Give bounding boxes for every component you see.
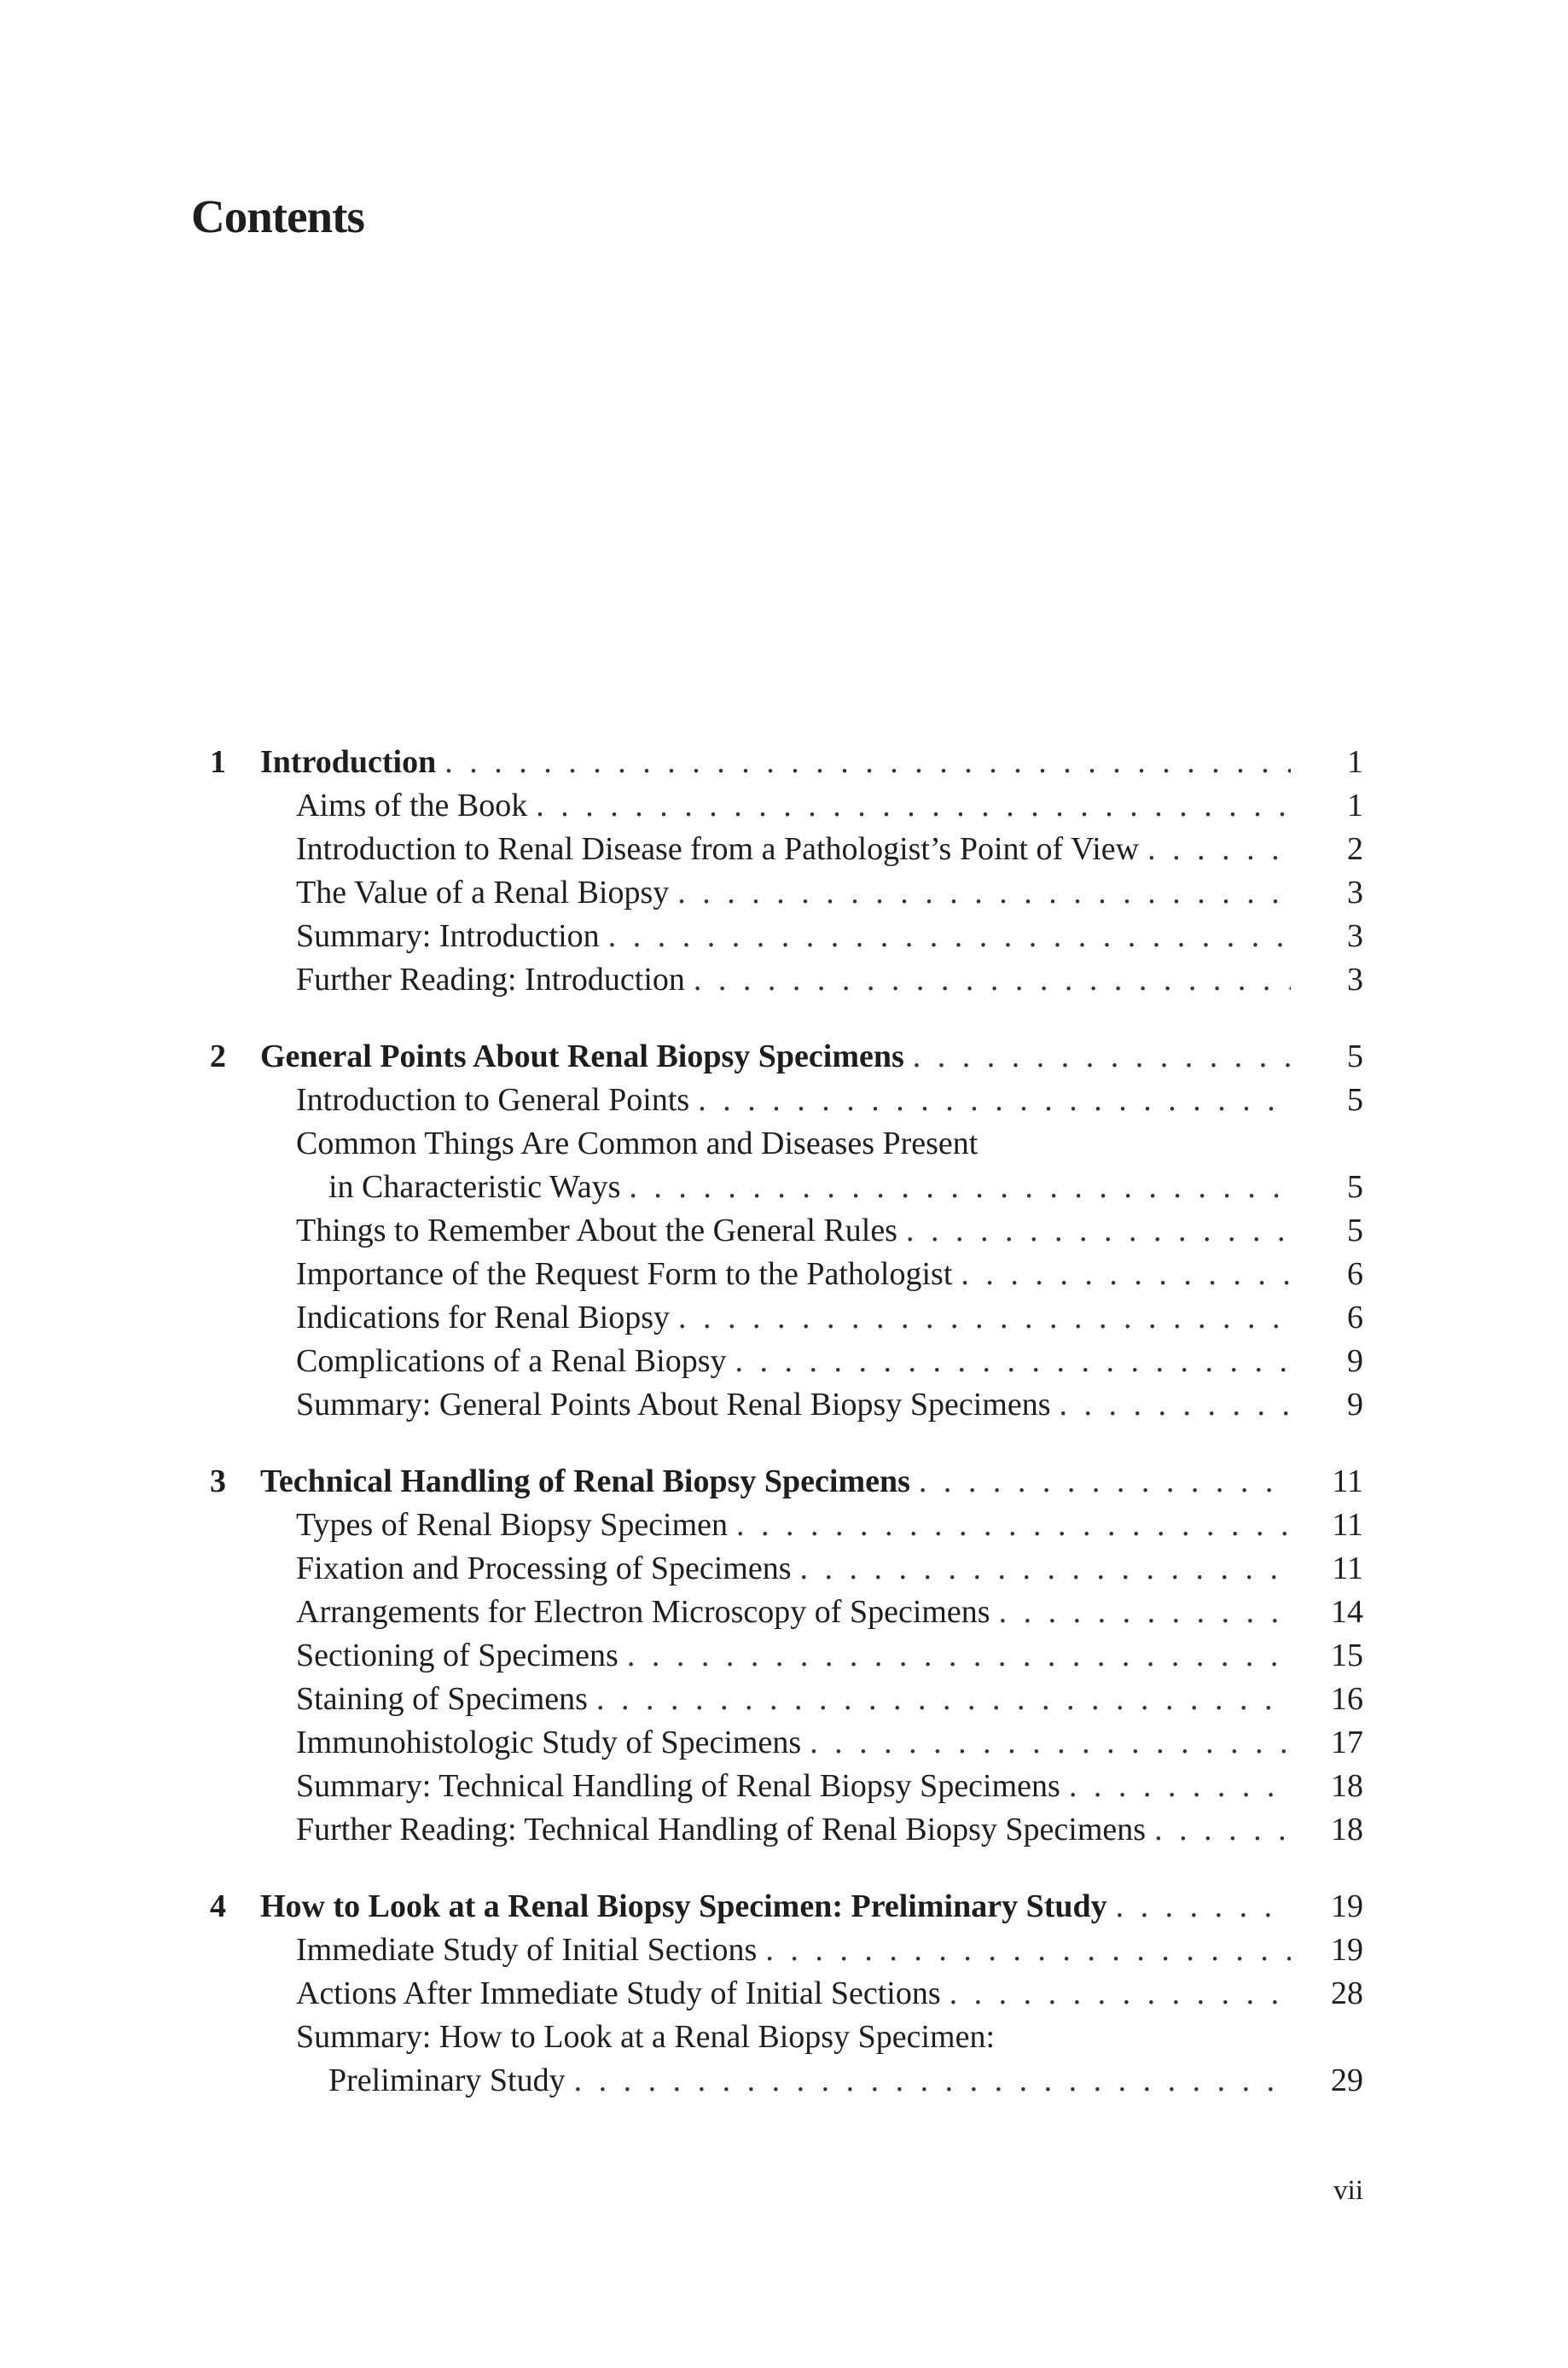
toc-chapter bbox=[0, 741, 1568, 1002]
toc-entry[interactable] bbox=[0, 1929, 1568, 1972]
toc-leader-line bbox=[296, 1765, 1291, 1808]
toc-leader-line bbox=[296, 915, 1291, 958]
toc-entry[interactable] bbox=[0, 1079, 1568, 1122]
toc-entry[interactable] bbox=[0, 915, 1568, 958]
toc-entry[interactable] bbox=[0, 1296, 1568, 1340]
toc-chapter-heading[interactable] bbox=[0, 1460, 1568, 1504]
chapter-number: 1 bbox=[210, 744, 226, 780]
entry-page-number: 17 bbox=[1331, 1725, 1363, 1760]
entry-title: Common Things Are Common and Diseases Present bbox=[296, 1126, 979, 1161]
dot-leader bbox=[1060, 1765, 1291, 1808]
toc-entry[interactable] bbox=[0, 2016, 1568, 2059]
toc-leader-line bbox=[260, 1460, 1291, 1504]
toc-leader-line bbox=[260, 741, 1291, 784]
chapter-title: Technical Handling of Renal Biopsy Specimens bbox=[260, 1463, 910, 1499]
dot-leader bbox=[941, 1972, 1291, 2016]
dot-leader bbox=[1146, 1808, 1291, 1852]
entry-title: Further Reading: Introduction bbox=[296, 962, 685, 998]
dot-leader bbox=[436, 741, 1291, 784]
chapter-page-number: 19 bbox=[1331, 1888, 1363, 1924]
entry-title: Aims of the Book bbox=[296, 788, 528, 823]
entry-title-continuation: Preliminary Study bbox=[328, 2063, 566, 2098]
entry-title: Fixation and Processing of Specimens bbox=[296, 1551, 792, 1586]
toc-entry[interactable] bbox=[0, 1678, 1568, 1721]
toc-entry[interactable] bbox=[0, 1122, 1568, 1166]
dot-leader bbox=[1050, 1383, 1291, 1427]
entry-page-number: 9 bbox=[1347, 1343, 1363, 1379]
toc-leader-line bbox=[296, 1079, 1291, 1122]
toc-leader-line bbox=[328, 2059, 1291, 2103]
entry-page-number: 16 bbox=[1331, 1681, 1363, 1717]
entry-title: Further Reading: Technical Handling of Renal Biopsy Specimens bbox=[296, 1812, 1147, 1847]
entry-page-number: 18 bbox=[1331, 1768, 1363, 1804]
toc-leader-line bbox=[296, 1678, 1291, 1721]
entry-page-number: 3 bbox=[1347, 962, 1363, 998]
dot-leader bbox=[728, 1504, 1291, 1547]
chapter-number: 2 bbox=[210, 1039, 226, 1074]
toc-chapter-heading[interactable] bbox=[0, 1885, 1568, 1929]
dot-leader bbox=[727, 1340, 1291, 1383]
dot-leader bbox=[801, 1721, 1291, 1765]
toc-leader-line bbox=[296, 1253, 1291, 1296]
toc-leader-line bbox=[328, 1166, 1291, 1209]
table-of-contents bbox=[0, 741, 1568, 2136]
entry-title: Complications of a Renal Biopsy bbox=[296, 1343, 727, 1379]
toc-entry[interactable] bbox=[0, 1634, 1568, 1678]
toc-entry[interactable] bbox=[0, 1209, 1568, 1253]
entry-page-number: 14 bbox=[1331, 1594, 1363, 1630]
chapter-number: 4 bbox=[210, 1888, 226, 1924]
entry-title: Introduction to General Points bbox=[296, 1082, 690, 1118]
entry-title: Summary: General Points About Renal Biopsy Specimens bbox=[296, 1387, 1051, 1423]
dot-leader bbox=[620, 1166, 1291, 1209]
dot-leader bbox=[689, 1079, 1291, 1122]
entry-title: Introduction to Renal Disease from a Pathologist’s Point of View bbox=[296, 831, 1140, 867]
entry-title: Summary: How to Look at a Renal Biopsy Specimen: bbox=[296, 2019, 996, 2055]
toc-entry[interactable] bbox=[0, 1808, 1568, 1852]
toc-chapter bbox=[0, 1885, 1568, 2103]
toc-entry[interactable] bbox=[0, 1253, 1568, 1296]
toc-leader-line bbox=[296, 2016, 1291, 2059]
chapter-title: Introduction bbox=[260, 744, 437, 780]
dot-leader bbox=[527, 784, 1291, 828]
toc-entry-continuation[interactable] bbox=[0, 2059, 1568, 2103]
chapter-page-number: 5 bbox=[1347, 1039, 1363, 1074]
entry-title: Importance of the Request Form to the Pathologist bbox=[296, 1256, 953, 1292]
entry-page-number: 15 bbox=[1331, 1638, 1363, 1673]
entry-page-number: 5 bbox=[1347, 1169, 1363, 1205]
chapter-title: How to Look at a Renal Biopsy Specimen: Preliminary Study bbox=[260, 1888, 1107, 1924]
toc-leader-line bbox=[296, 1972, 1291, 2016]
entry-page-number: 6 bbox=[1347, 1300, 1363, 1335]
entry-page-number: 5 bbox=[1347, 1082, 1363, 1118]
entry-title: The Value of a Renal Biopsy bbox=[296, 875, 670, 911]
toc-entry[interactable] bbox=[0, 1721, 1568, 1765]
page-title: Contents bbox=[191, 190, 364, 242]
toc-entry[interactable] bbox=[0, 784, 1568, 828]
toc-leader-line bbox=[296, 1383, 1291, 1427]
toc-entry[interactable] bbox=[0, 1765, 1568, 1808]
entry-title: Arrangements for Electron Microscopy of Specimens bbox=[296, 1594, 990, 1630]
entry-title: Immediate Study of Initial Sections bbox=[296, 1932, 758, 1968]
entry-title: Things to Remember About the General Rules bbox=[296, 1213, 897, 1248]
dot-leader bbox=[566, 2059, 1291, 2103]
toc-entry[interactable] bbox=[0, 1383, 1568, 1427]
toc-leader-line bbox=[296, 1209, 1291, 1253]
entry-page-number: 6 bbox=[1347, 1256, 1363, 1292]
toc-leader-line bbox=[296, 1504, 1291, 1547]
toc-leader-line bbox=[296, 1340, 1291, 1383]
toc-chapter bbox=[0, 1035, 1568, 1427]
entry-title: Sectioning of Specimens bbox=[296, 1638, 618, 1673]
toc-leader-line bbox=[296, 828, 1291, 871]
entry-page-number: 3 bbox=[1347, 918, 1363, 954]
entry-page-number: 3 bbox=[1347, 875, 1363, 911]
chapter-number: 3 bbox=[210, 1463, 226, 1499]
entry-page-number: 11 bbox=[1332, 1507, 1363, 1543]
dot-leader bbox=[1139, 828, 1291, 871]
toc-leader-line bbox=[296, 1808, 1291, 1852]
dot-leader bbox=[897, 1209, 1291, 1253]
entry-page-number: 9 bbox=[1347, 1387, 1363, 1423]
entry-page-number: 29 bbox=[1331, 2063, 1363, 2098]
dot-leader bbox=[904, 1035, 1291, 1079]
dot-leader bbox=[669, 871, 1291, 915]
toc-entry-continuation[interactable] bbox=[0, 1166, 1568, 1209]
dot-leader bbox=[670, 1296, 1291, 1340]
toc-leader-line bbox=[296, 958, 1291, 1002]
dot-leader bbox=[910, 1460, 1291, 1504]
toc-entry[interactable] bbox=[0, 828, 1568, 871]
toc-leader-line bbox=[296, 1634, 1291, 1678]
toc-leader-line bbox=[296, 1721, 1291, 1765]
toc-entry[interactable] bbox=[0, 1972, 1568, 2016]
toc-leader-line bbox=[260, 1885, 1291, 1929]
entry-page-number: 28 bbox=[1331, 1975, 1363, 2011]
toc-chapter bbox=[0, 1460, 1568, 1852]
dot-leader bbox=[1107, 1885, 1291, 1929]
entry-title: Summary: Introduction bbox=[296, 918, 600, 954]
toc-leader-line bbox=[296, 1547, 1291, 1591]
dot-leader bbox=[757, 1929, 1291, 1972]
entry-page-number: 11 bbox=[1332, 1551, 1363, 1586]
toc-leader-line bbox=[296, 1929, 1291, 1972]
toc-entry[interactable] bbox=[0, 958, 1568, 1002]
dot-leader bbox=[618, 1634, 1291, 1678]
toc-entry[interactable] bbox=[0, 1340, 1568, 1383]
dot-leader bbox=[952, 1253, 1291, 1296]
dot-leader bbox=[600, 915, 1291, 958]
toc-leader-line bbox=[260, 1035, 1291, 1079]
toc-leader-line bbox=[296, 784, 1291, 828]
toc-leader-line bbox=[296, 1591, 1291, 1634]
entry-page-number: 2 bbox=[1347, 831, 1363, 867]
toc-entry[interactable] bbox=[0, 1547, 1568, 1591]
entry-page-number: 18 bbox=[1331, 1812, 1363, 1847]
entry-title: Actions After Immediate Study of Initial Sections bbox=[296, 1975, 941, 2011]
entry-title: Summary: Technical Handling of Renal Biopsy Specimens bbox=[296, 1768, 1060, 1804]
toc-entry[interactable] bbox=[0, 871, 1568, 915]
page-number: vii bbox=[1333, 2175, 1363, 2206]
entry-title: Types of Renal Biopsy Specimen bbox=[296, 1507, 729, 1543]
toc-entry[interactable] bbox=[0, 1591, 1568, 1634]
toc-leader-line bbox=[296, 871, 1291, 915]
chapter-page-number: 11 bbox=[1332, 1463, 1363, 1499]
toc-entry[interactable] bbox=[0, 1504, 1568, 1547]
toc-leader-line bbox=[296, 1122, 1291, 1166]
dot-leader bbox=[791, 1547, 1291, 1591]
entry-page-number: 19 bbox=[1331, 1932, 1363, 1968]
entry-title: Immunohistologic Study of Specimens bbox=[296, 1725, 802, 1760]
dot-leader bbox=[990, 1591, 1291, 1634]
entry-title: Indications for Renal Biopsy bbox=[296, 1300, 670, 1335]
toc-chapter-heading[interactable] bbox=[0, 741, 1568, 784]
chapter-title: General Points About Renal Biopsy Specimens bbox=[260, 1039, 904, 1074]
dot-leader bbox=[588, 1678, 1291, 1721]
entry-title: Staining of Specimens bbox=[296, 1681, 588, 1717]
chapter-page-number: 1 bbox=[1347, 744, 1363, 780]
entry-title-continuation: in Characteristic Ways bbox=[328, 1169, 621, 1205]
dot-leader bbox=[685, 958, 1291, 1002]
entry-page-number: 1 bbox=[1347, 788, 1363, 823]
toc-chapter-heading[interactable] bbox=[0, 1035, 1568, 1079]
entry-page-number: 5 bbox=[1347, 1213, 1363, 1248]
toc-leader-line bbox=[296, 1296, 1291, 1340]
